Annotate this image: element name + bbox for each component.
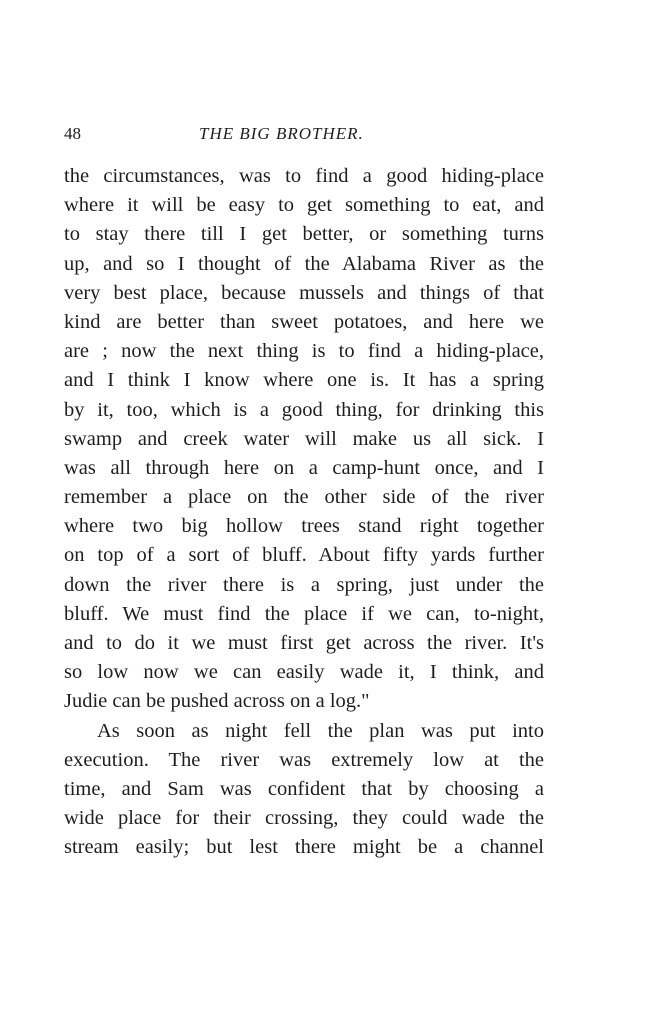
text-line: the circumstances, was to find a good hiding-place [64, 165, 544, 187]
text-line: wide place for their crossing, they could wade the [64, 807, 544, 830]
text-line: bluff. We must find the place if we can, to-night, [64, 602, 544, 625]
paragraph-start-line: As soon as night fell the plan was put into [97, 719, 544, 742]
body-text [64, 162, 544, 863]
text-line: kind are better than sweet potatoes, and here we [64, 310, 544, 333]
page-number: 48 [64, 124, 81, 143]
text-line: remember a place on the other side of the river [64, 486, 544, 509]
text-line: very best place, because mussels and things of that [64, 281, 544, 304]
text-line: to stay there till I get better, or something turns [64, 223, 544, 246]
text-line: stream easily; but lest there might be a channel [64, 836, 544, 859]
running-head [64, 124, 544, 150]
text-line: where two big hollow trees stand right together [64, 515, 544, 538]
text-line: execution. The river was extremely low at the [64, 748, 544, 771]
text-line: was all through here on a camp-hunt once, and I [64, 456, 544, 479]
text-line: and to do it we must first get across the river. It's [64, 632, 544, 654]
text-line: are ; now the next thing is to find a hiding-place, [64, 340, 544, 363]
text-line: and I think I know where one is. It has a spring [64, 369, 544, 392]
text-line: up, and so I thought of the Alabama River as the [64, 252, 544, 275]
text-line: time, and Sam was confident that by choosing a [64, 777, 544, 800]
text-line: down the river there is a spring, just under the [64, 573, 544, 596]
text-line: swamp and creek water will make us all sick. I [64, 427, 544, 450]
running-title: THE BIG BROTHER. [199, 124, 364, 143]
text-line: so low now we can easily wade it, I think, and [64, 661, 544, 684]
text-line: where it will be easy to get something to eat, and [64, 194, 544, 217]
text-line: on top of a sort of bluff. About fifty yards further [64, 544, 544, 567]
text-line: by it, too, which is a good thing, for drinking this [64, 398, 544, 421]
paragraph-end-line: Judie can be pushed across on a log." [64, 690, 370, 713]
